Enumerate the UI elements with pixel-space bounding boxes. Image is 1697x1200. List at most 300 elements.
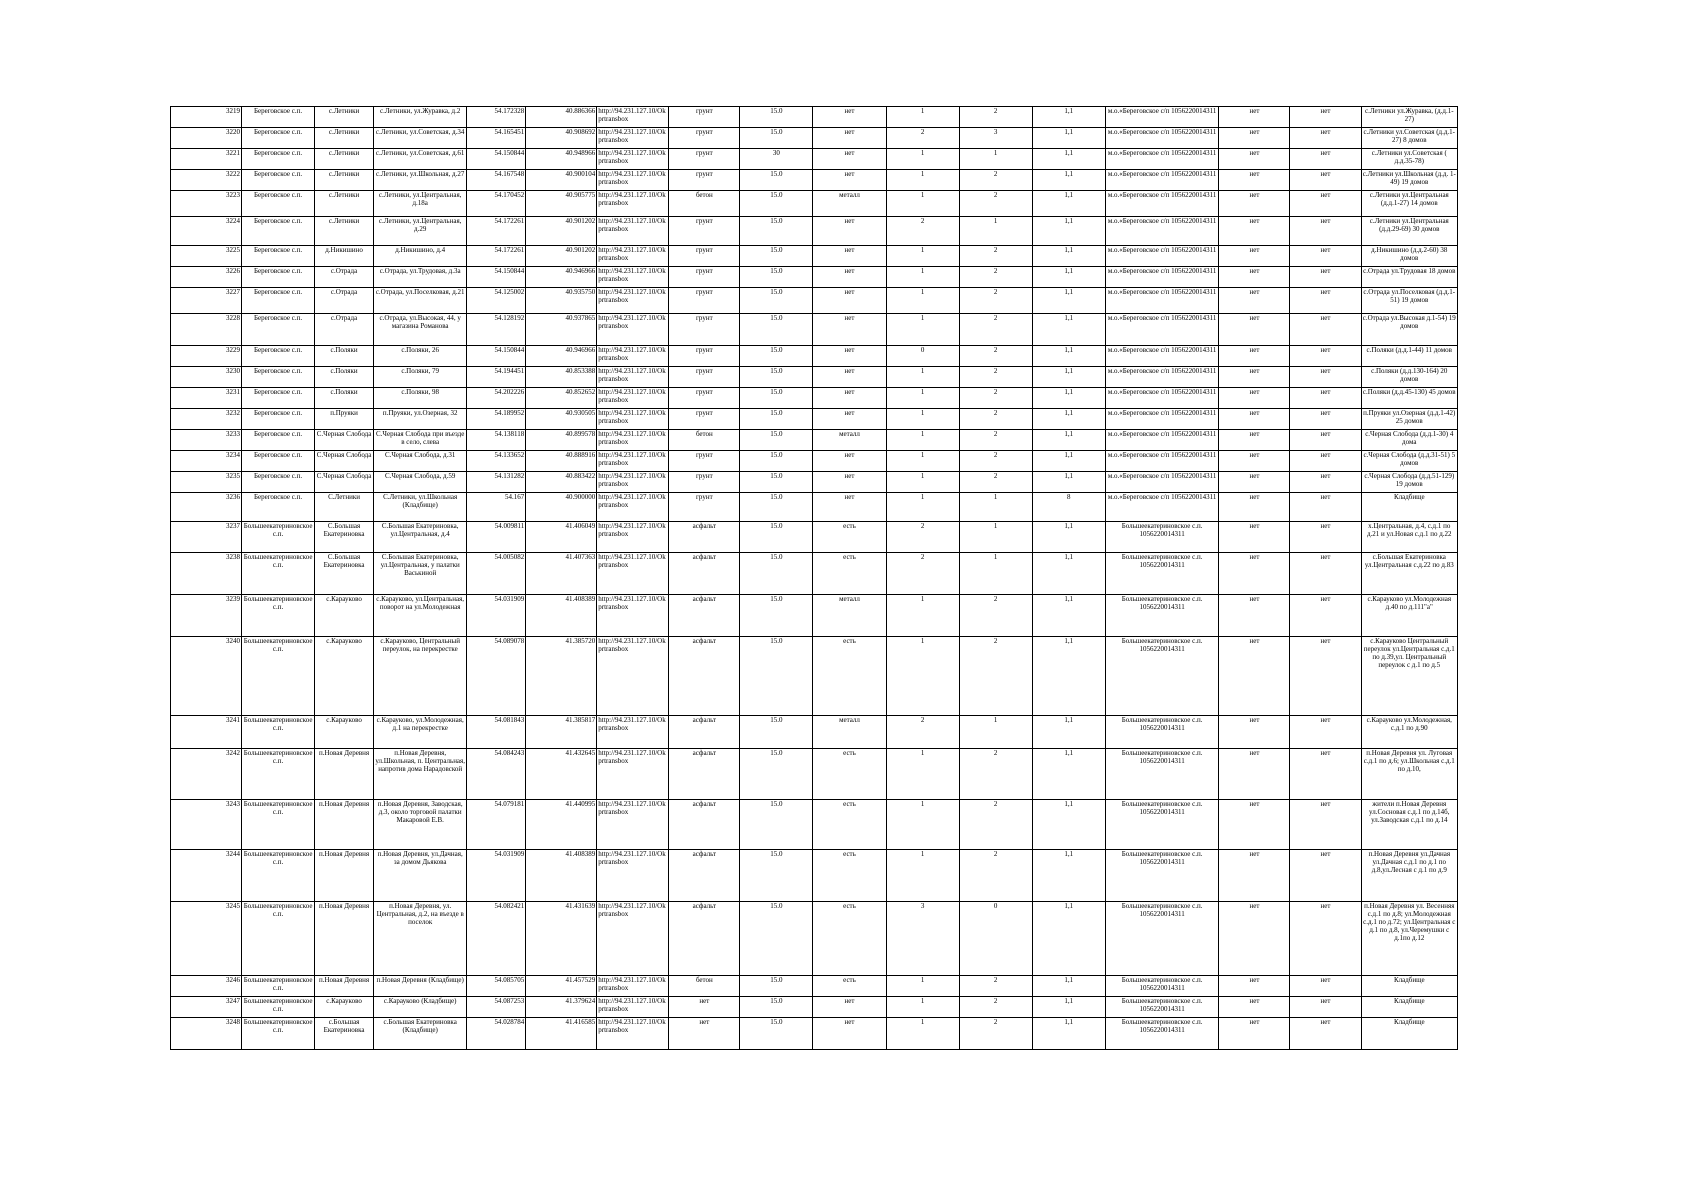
registry-sheet	[170, 106, 1458, 1050]
cell-containers-count: 3	[886, 902, 959, 976]
cell-latitude: 54.084243	[467, 749, 526, 800]
cell-address: С.Черная Слобода при въезде в село, слева	[373, 430, 466, 451]
cell-fence: есть	[813, 800, 886, 850]
cell-served-sources: Кладбище	[1361, 976, 1457, 997]
cell-volume-count: 1	[959, 553, 1032, 595]
cell-served-sources: Кладбище	[1361, 997, 1457, 1018]
cell-extra-field-1: нет	[1219, 430, 1290, 451]
cell-locality: С.Большая Екатериновка	[315, 522, 374, 553]
cell-record-number: 3248	[171, 1018, 242, 1050]
cell-locality: с.Поляки	[315, 388, 374, 409]
cell-area: 15.0	[740, 976, 813, 997]
cell-owner: м.о.«Береговское с/п 1056220014311	[1105, 128, 1219, 149]
cell-record-number: 3236	[171, 493, 242, 522]
cell-latitude: 54.165451	[467, 128, 526, 149]
cell-served-sources: с.Летники ул.Советская ( д.д.35-78)	[1361, 149, 1457, 170]
cell-volume-count: 1	[959, 493, 1032, 522]
cell-settlement: Береговское с.п.	[242, 472, 315, 493]
cell-container-volume: 1,1	[1032, 1018, 1105, 1050]
cell-info-link: http://94.231.127.10/Okprtransbox	[597, 451, 669, 472]
cell-area: 15.0	[740, 388, 813, 409]
cell-longitude: 40.948966	[526, 149, 597, 170]
cell-record-number: 3230	[171, 367, 242, 388]
cell-longitude: 41.457529	[526, 976, 597, 997]
cell-area: 15.0	[740, 288, 813, 314]
cell-info-link: http://94.231.127.10/Okprtransbox	[597, 637, 669, 716]
cell-container-volume: 1,1	[1032, 217, 1105, 246]
cell-record-number: 3239	[171, 595, 242, 637]
cell-surface-type: асфальт	[669, 800, 740, 850]
cell-owner: Большеекатериновское с.п. 1056220014311	[1105, 976, 1219, 997]
cell-extra-field-1: нет	[1219, 388, 1290, 409]
cell-address: с.Карауково, ул.Центральная, поворот на ул.Молодежная	[373, 595, 466, 637]
table-row	[171, 595, 1458, 637]
cell-owner: м.о.«Береговское с/п 1056220014311	[1105, 367, 1219, 388]
cell-extra-field-1: нет	[1219, 522, 1290, 553]
cell-extra-field-2: нет	[1290, 367, 1361, 388]
cell-extra-field-2: нет	[1290, 553, 1361, 595]
cell-area: 15.0	[740, 170, 813, 191]
cell-info-link: http://94.231.127.10/Okprtransbox	[597, 749, 669, 800]
cell-latitude: 54.194451	[467, 367, 526, 388]
cell-settlement: Береговское с.п.	[242, 191, 315, 217]
cell-info-link: http://94.231.127.10/Okprtransbox	[597, 191, 669, 217]
cell-owner: м.о.«Береговское с/п 1056220014311	[1105, 217, 1219, 246]
cell-served-sources: с.Карауково ул.Молодежная д.40 по д.111"а"	[1361, 595, 1457, 637]
cell-owner: Большеекатериновское с.п. 1056220014311	[1105, 522, 1219, 553]
cell-address: С.Большая Екатериновка, ул.Центральная, д.4	[373, 522, 466, 553]
cell-fence: металл	[813, 595, 886, 637]
cell-served-sources: с.Карауково Центральный переулок ул.Центральная с.д.1 по д.39,ул. Центральный переулок с д.1 по д.5	[1361, 637, 1457, 716]
cell-owner: м.о.«Береговское с/п 1056220014311	[1105, 267, 1219, 288]
cell-longitude: 40.900104	[526, 170, 597, 191]
cell-locality: С.Черная Слобода	[315, 430, 374, 451]
cell-area: 15.0	[740, 314, 813, 346]
cell-latitude: 54.031909	[467, 850, 526, 902]
cell-containers-count: 1	[886, 997, 959, 1018]
cell-record-number: 3224	[171, 217, 242, 246]
cell-containers-count: 2	[886, 522, 959, 553]
cell-info-link: http://94.231.127.10/Okprtransbox	[597, 128, 669, 149]
cell-longitude: 41.440995	[526, 800, 597, 850]
cell-volume-count: 2	[959, 107, 1032, 128]
cell-record-number: 3232	[171, 409, 242, 430]
cell-surface-type: грунт	[669, 288, 740, 314]
cell-owner: Большеекатериновское с.п. 1056220014311	[1105, 749, 1219, 800]
cell-longitude: 41.408389	[526, 850, 597, 902]
cell-fence: нет	[813, 409, 886, 430]
cell-container-volume: 1,1	[1032, 553, 1105, 595]
cell-surface-type: грунт	[669, 493, 740, 522]
cell-containers-count: 1	[886, 314, 959, 346]
cell-surface-type: асфальт	[669, 850, 740, 902]
cell-settlement: Береговское с.п.	[242, 409, 315, 430]
cell-info-link: http://94.231.127.10/Okprtransbox	[597, 553, 669, 595]
cell-extra-field-2: нет	[1290, 522, 1361, 553]
cell-owner: м.о.«Береговское с/п 1056220014311	[1105, 246, 1219, 267]
cell-fence: есть	[813, 850, 886, 902]
cell-locality: с.Летники	[315, 191, 374, 217]
cell-extra-field-1: нет	[1219, 451, 1290, 472]
cell-locality: с.Летники	[315, 128, 374, 149]
table-row	[171, 128, 1458, 149]
cell-record-number: 3231	[171, 388, 242, 409]
cell-address: С.Черная Слобода, д.59	[373, 472, 466, 493]
cell-fence: есть	[813, 902, 886, 976]
cell-container-volume: 1,1	[1032, 246, 1105, 267]
cell-address: с.Летники, ул.Советская, д.34	[373, 128, 466, 149]
cell-info-link: http://94.231.127.10/Okprtransbox	[597, 170, 669, 191]
cell-containers-count: 1	[886, 388, 959, 409]
cell-volume-count: 2	[959, 997, 1032, 1018]
cell-volume-count: 1	[959, 522, 1032, 553]
cell-settlement: Большеекатериновское с.п.	[242, 595, 315, 637]
cell-address: с.Карауково, ул.Молодежная, д.1 на перекрестке	[373, 716, 466, 749]
table-row	[171, 388, 1458, 409]
cell-owner: м.о.«Береговское с/п 1056220014311	[1105, 346, 1219, 367]
cell-extra-field-2: нет	[1290, 149, 1361, 170]
cell-record-number: 3246	[171, 976, 242, 997]
table-row	[171, 288, 1458, 314]
cell-info-link: http://94.231.127.10/Okprtransbox	[597, 217, 669, 246]
cell-surface-type: бетон	[669, 976, 740, 997]
cell-served-sources: п.Новая Деревня ул. Луговая с.д.1 по д.6; ул.Школьная с.д.1 по д.10,	[1361, 749, 1457, 800]
cell-surface-type: грунт	[669, 314, 740, 346]
cell-extra-field-2: нет	[1290, 637, 1361, 716]
cell-surface-type: грунт	[669, 346, 740, 367]
cell-container-volume: 1,1	[1032, 749, 1105, 800]
cell-record-number: 3244	[171, 850, 242, 902]
cell-container-volume: 1,1	[1032, 976, 1105, 997]
cell-container-volume: 1,1	[1032, 288, 1105, 314]
table-row	[171, 451, 1458, 472]
cell-settlement: Береговское с.п.	[242, 451, 315, 472]
cell-surface-type: бетон	[669, 191, 740, 217]
table-row	[171, 346, 1458, 367]
cell-volume-count: 2	[959, 246, 1032, 267]
cell-record-number: 3233	[171, 430, 242, 451]
cell-longitude: 41.379624	[526, 997, 597, 1018]
cell-container-volume: 1,1	[1032, 107, 1105, 128]
cell-info-link: http://94.231.127.10/Okprtransbox	[597, 493, 669, 522]
cell-container-volume: 1,1	[1032, 367, 1105, 388]
cell-extra-field-1: нет	[1219, 749, 1290, 800]
cell-fence: нет	[813, 997, 886, 1018]
cell-address: п.Новая Деревня, ул. Центральная, д.2, на въезде в поселок	[373, 902, 466, 976]
cell-extra-field-2: нет	[1290, 595, 1361, 637]
cell-settlement: Береговское с.п.	[242, 128, 315, 149]
cell-containers-count: 1	[886, 850, 959, 902]
cell-record-number: 3219	[171, 107, 242, 128]
cell-containers-count: 0	[886, 346, 959, 367]
cell-fence: нет	[813, 493, 886, 522]
cell-container-volume: 1,1	[1032, 191, 1105, 217]
cell-latitude: 54.085705	[467, 976, 526, 997]
cell-containers-count: 1	[886, 367, 959, 388]
cell-longitude: 40.937865	[526, 314, 597, 346]
cell-extra-field-1: нет	[1219, 716, 1290, 749]
cell-settlement: Береговское с.п.	[242, 493, 315, 522]
cell-containers-count: 1	[886, 451, 959, 472]
cell-address: с.Летники, ул.Центральная, д.18а	[373, 191, 466, 217]
cell-settlement: Береговское с.п.	[242, 367, 315, 388]
cell-extra-field-1: нет	[1219, 553, 1290, 595]
cell-settlement: Большеекатериновское с.п.	[242, 522, 315, 553]
cell-longitude: 40.946966	[526, 267, 597, 288]
cell-extra-field-2: нет	[1290, 191, 1361, 217]
cell-owner: м.о.«Береговское с/п 1056220014311	[1105, 170, 1219, 191]
cell-settlement: Большеекатериновское с.п.	[242, 637, 315, 716]
cell-locality: п.Новая Деревня	[315, 850, 374, 902]
cell-settlement: Береговское с.п.	[242, 217, 315, 246]
cell-latitude: 54.150844	[467, 346, 526, 367]
cell-settlement: Береговское с.п.	[242, 314, 315, 346]
cell-surface-type: асфальт	[669, 522, 740, 553]
cell-fence: есть	[813, 637, 886, 716]
table-row	[171, 217, 1458, 246]
cell-area: 15.0	[740, 595, 813, 637]
cell-container-volume: 1,1	[1032, 170, 1105, 191]
cell-surface-type: бетон	[669, 430, 740, 451]
cell-extra-field-2: нет	[1290, 850, 1361, 902]
cell-address: С.Черная Слобода, д.31	[373, 451, 466, 472]
cell-served-sources: с.Поляки (д.д.1-44) 11 домов	[1361, 346, 1457, 367]
cell-address: с.Отрада, ул.Высокая, 44, у магазина Романова	[373, 314, 466, 346]
cell-owner: Большеекатериновское с.п. 1056220014311	[1105, 997, 1219, 1018]
cell-extra-field-2: нет	[1290, 800, 1361, 850]
table-row	[171, 522, 1458, 553]
cell-record-number: 3237	[171, 522, 242, 553]
cell-info-link: http://94.231.127.10/Okprtransbox	[597, 716, 669, 749]
cell-address: п.Новая Деревня, Заводская, д.3, около торговой палатки Макаровой Е.В.	[373, 800, 466, 850]
cell-area: 15.0	[740, 800, 813, 850]
cell-served-sources: с.Черная Слобода (д.д.31-51) 5 домов	[1361, 451, 1457, 472]
cell-container-volume: 1,1	[1032, 716, 1105, 749]
cell-info-link: http://94.231.127.10/Okprtransbox	[597, 800, 669, 850]
cell-container-volume: 1,1	[1032, 430, 1105, 451]
cell-info-link: http://94.231.127.10/Okprtransbox	[597, 595, 669, 637]
cell-record-number: 3242	[171, 749, 242, 800]
cell-containers-count: 1	[886, 191, 959, 217]
cell-locality: п.Новая Деревня	[315, 800, 374, 850]
cell-container-volume: 1,1	[1032, 637, 1105, 716]
cell-volume-count: 2	[959, 409, 1032, 430]
cell-address: с.Летники, ул.Центральная, д.29	[373, 217, 466, 246]
cell-info-link: http://94.231.127.10/Okprtransbox	[597, 346, 669, 367]
cell-surface-type: грунт	[669, 246, 740, 267]
cell-volume-count: 2	[959, 288, 1032, 314]
cell-record-number: 3235	[171, 472, 242, 493]
cell-extra-field-2: нет	[1290, 128, 1361, 149]
waste-site-registry-table	[170, 106, 1458, 1050]
cell-longitude: 41.406049	[526, 522, 597, 553]
table-row	[171, 430, 1458, 451]
cell-latitude: 54.150844	[467, 267, 526, 288]
cell-served-sources: с.Отрада ул.Высокая д.1-54) 19 домов	[1361, 314, 1457, 346]
cell-settlement: Большеекатериновское с.п.	[242, 902, 315, 976]
cell-extra-field-2: нет	[1290, 997, 1361, 1018]
cell-longitude: 40.900000	[526, 493, 597, 522]
cell-volume-count: 2	[959, 850, 1032, 902]
cell-address: С.Летники, ул.Школьная (Кладбище)	[373, 493, 466, 522]
cell-volume-count: 0	[959, 902, 1032, 976]
cell-volume-count: 2	[959, 595, 1032, 637]
cell-owner: Большеекатериновское с.п. 1056220014311	[1105, 1018, 1219, 1050]
table-row	[171, 976, 1458, 997]
cell-extra-field-1: нет	[1219, 637, 1290, 716]
cell-served-sources: п.Новая Деревня ул. Весенняя с.д.1 по д.8; ул.Молодежная с.д.1 по д.72; ул.Центральная с д.1 по д.8, ул.Черемушки с д.1по д.12	[1361, 902, 1457, 976]
cell-area: 15.0	[740, 367, 813, 388]
cell-record-number: 3223	[171, 191, 242, 217]
cell-info-link: http://94.231.127.10/Okprtransbox	[597, 1018, 669, 1050]
cell-served-sources: с.Черная Слобода (д.д.51-129) 19 домов	[1361, 472, 1457, 493]
cell-volume-count: 2	[959, 314, 1032, 346]
cell-locality: с.Поляки	[315, 346, 374, 367]
cell-info-link: http://94.231.127.10/Okprtransbox	[597, 107, 669, 128]
table-row	[171, 267, 1458, 288]
cell-surface-type: асфальт	[669, 637, 740, 716]
table-row	[171, 637, 1458, 716]
cell-address: с.Карауково (Кладбище)	[373, 997, 466, 1018]
cell-extra-field-1: нет	[1219, 472, 1290, 493]
cell-fence: металл	[813, 430, 886, 451]
cell-record-number: 3247	[171, 997, 242, 1018]
cell-info-link: http://94.231.127.10/Okprtransbox	[597, 472, 669, 493]
cell-extra-field-1: нет	[1219, 170, 1290, 191]
cell-locality: с.Карауково	[315, 595, 374, 637]
cell-extra-field-1: нет	[1219, 997, 1290, 1018]
cell-longitude: 41.416585	[526, 1018, 597, 1050]
cell-fence: нет	[813, 128, 886, 149]
cell-record-number: 3238	[171, 553, 242, 595]
cell-latitude: 54.128192	[467, 314, 526, 346]
cell-owner: м.о.«Береговское с/п 1056220014311	[1105, 191, 1219, 217]
cell-address: с.Отрада, ул.Поселковая, д.21	[373, 288, 466, 314]
cell-served-sources: х.Центральная, д.4, с.д.1 по д.21 и ул.Новая с.д.1 по д.22	[1361, 522, 1457, 553]
cell-containers-count: 1	[886, 637, 959, 716]
cell-area: 15.0	[740, 850, 813, 902]
cell-container-volume: 1,1	[1032, 314, 1105, 346]
cell-served-sources: с.Летники ул.Центральная (д.д.29-69) 30 домов	[1361, 217, 1457, 246]
cell-info-link: http://94.231.127.10/Okprtransbox	[597, 430, 669, 451]
cell-info-link: http://94.231.127.10/Okprtransbox	[597, 246, 669, 267]
cell-fence: нет	[813, 288, 886, 314]
cell-volume-count: 2	[959, 388, 1032, 409]
cell-volume-count: 1	[959, 217, 1032, 246]
cell-latitude: 54.089078	[467, 637, 526, 716]
cell-info-link: http://94.231.127.10/Okprtransbox	[597, 976, 669, 997]
cell-locality: с.Отрада	[315, 288, 374, 314]
cell-locality: с.Летники	[315, 170, 374, 191]
cell-volume-count: 1	[959, 149, 1032, 170]
cell-container-volume: 8	[1032, 493, 1105, 522]
cell-owner: м.о.«Береговское с/п 1056220014311	[1105, 388, 1219, 409]
cell-surface-type: грунт	[669, 149, 740, 170]
cell-settlement: Большеекатериновское с.п.	[242, 997, 315, 1018]
cell-containers-count: 1	[886, 267, 959, 288]
cell-area: 15.0	[740, 128, 813, 149]
cell-surface-type: грунт	[669, 267, 740, 288]
cell-served-sources: с.Летники ул.Советская (д.д.1-27) 8 домов	[1361, 128, 1457, 149]
cell-owner: м.о.«Береговское с/п 1056220014311	[1105, 149, 1219, 170]
cell-longitude: 40.905775	[526, 191, 597, 217]
cell-longitude: 40.946966	[526, 346, 597, 367]
table-row	[171, 997, 1458, 1018]
cell-container-volume: 1,1	[1032, 902, 1105, 976]
cell-surface-type: асфальт	[669, 595, 740, 637]
cell-address: с.Поляки, 98	[373, 388, 466, 409]
table-row	[171, 314, 1458, 346]
table-row	[171, 800, 1458, 850]
cell-extra-field-1: нет	[1219, 217, 1290, 246]
cell-fence: нет	[813, 170, 886, 191]
cell-containers-count: 2	[886, 128, 959, 149]
cell-extra-field-1: нет	[1219, 246, 1290, 267]
cell-latitude: 54.170452	[467, 191, 526, 217]
cell-containers-count: 1	[886, 288, 959, 314]
cell-longitude: 41.385720	[526, 637, 597, 716]
cell-containers-count: 1	[886, 800, 959, 850]
cell-area: 15.0	[740, 409, 813, 430]
cell-volume-count: 2	[959, 170, 1032, 191]
cell-latitude: 54.081843	[467, 716, 526, 749]
cell-fence: нет	[813, 472, 886, 493]
cell-latitude: 54.087253	[467, 997, 526, 1018]
cell-locality: п.Новая Деревня	[315, 902, 374, 976]
cell-address: п.Новая Деревня (Кладбище)	[373, 976, 466, 997]
cell-record-number: 3234	[171, 451, 242, 472]
cell-settlement: Береговское с.п.	[242, 246, 315, 267]
cell-volume-count: 2	[959, 430, 1032, 451]
cell-info-link: http://94.231.127.10/Okprtransbox	[597, 522, 669, 553]
cell-fence: есть	[813, 553, 886, 595]
table-row	[171, 749, 1458, 800]
cell-address: д.Никишино, д.4	[373, 246, 466, 267]
cell-info-link: http://94.231.127.10/Okprtransbox	[597, 388, 669, 409]
cell-volume-count: 2	[959, 191, 1032, 217]
cell-settlement: Береговское с.п.	[242, 430, 315, 451]
cell-fence: нет	[813, 267, 886, 288]
cell-owner: Большеекатериновское с.п. 1056220014311	[1105, 850, 1219, 902]
cell-containers-count: 2	[886, 716, 959, 749]
cell-latitude: 54.172328	[467, 107, 526, 128]
cell-owner: Большеекатериновское с.п. 1056220014311	[1105, 637, 1219, 716]
cell-owner: м.о.«Береговское с/п 1056220014311	[1105, 409, 1219, 430]
cell-owner: Большеекатериновское с.п. 1056220014311	[1105, 800, 1219, 850]
table-row	[171, 246, 1458, 267]
cell-info-link: http://94.231.127.10/Okprtransbox	[597, 288, 669, 314]
cell-area: 15.0	[740, 902, 813, 976]
cell-container-volume: 1,1	[1032, 997, 1105, 1018]
cell-locality: п.Новая Деревня	[315, 749, 374, 800]
cell-settlement: Большеекатериновское с.п.	[242, 850, 315, 902]
cell-latitude: 54.172261	[467, 217, 526, 246]
cell-latitude: 54.005082	[467, 553, 526, 595]
cell-extra-field-1: нет	[1219, 595, 1290, 637]
cell-surface-type: грунт	[669, 367, 740, 388]
cell-containers-count: 1	[886, 749, 959, 800]
table-row	[171, 716, 1458, 749]
cell-extra-field-1: нет	[1219, 149, 1290, 170]
cell-container-volume: 1,1	[1032, 595, 1105, 637]
cell-locality: п.Новая Деревня	[315, 976, 374, 997]
cell-address: с.Поляки, 79	[373, 367, 466, 388]
cell-fence: металл	[813, 716, 886, 749]
cell-longitude: 41.385817	[526, 716, 597, 749]
cell-fence: металл	[813, 191, 886, 217]
cell-volume-count: 2	[959, 346, 1032, 367]
cell-owner: м.о.«Береговское с/п 1056220014311	[1105, 493, 1219, 522]
